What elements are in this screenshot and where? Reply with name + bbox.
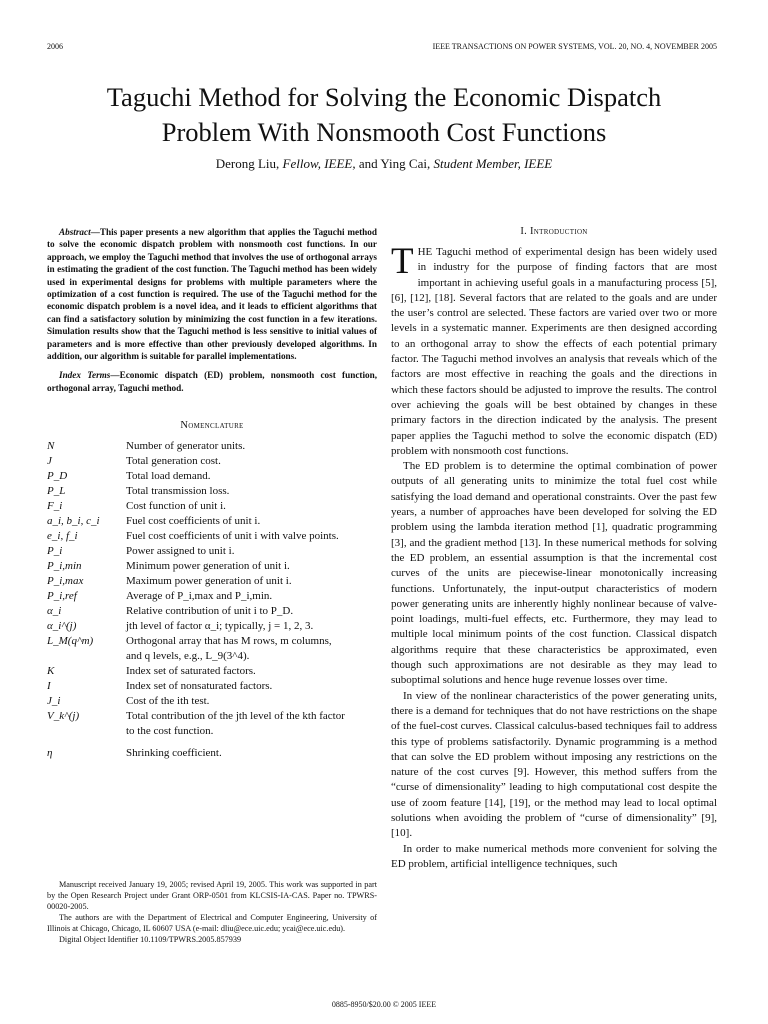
paragraph: In order to make numerical methods more convenient for solving the ED problem, artificial intelligence techniques, such xyxy=(391,842,717,870)
nom-description: Fuel cost coefficients of unit i with valve points. xyxy=(126,530,339,543)
list-item xyxy=(47,484,377,499)
nom-symbol: P_i,min xyxy=(47,560,82,573)
nom-symbol: J_i xyxy=(47,695,61,708)
nom-symbol xyxy=(47,649,126,664)
nom-description: Total contribution of the jth level of the kth factor xyxy=(126,710,345,723)
journal-header: IEEE TRANSACTIONS ON POWER SYSTEMS, VOL. 20, NO. 4, NOVEMBER 2005 xyxy=(432,42,717,51)
nom-symbol xyxy=(47,724,126,739)
drop-cap: T xyxy=(391,241,414,282)
nom-description: to the cost function. xyxy=(126,725,214,738)
list-item xyxy=(47,514,377,529)
footnote-doi: Digital Object Identifier 10.1109/TPWRS.2005.857939 xyxy=(59,935,242,944)
list-item xyxy=(47,559,377,574)
author-1: Derong Liu, xyxy=(215,156,280,171)
list-item xyxy=(47,439,377,454)
list-item xyxy=(47,619,377,634)
nom-symbol: P_i xyxy=(47,545,63,558)
nom-description: and q levels, e.g., L_9(3^4). xyxy=(126,650,250,663)
nom-description: Fuel cost coefficients of unit i. xyxy=(126,515,261,528)
nomenclature-list xyxy=(47,439,377,761)
nomenclature-heading: Nomenclature xyxy=(180,420,244,432)
title-line-2: Problem With Nonsmooth Cost Functions xyxy=(161,117,607,147)
list-item xyxy=(47,634,377,649)
section-number: I. xyxy=(520,226,528,237)
list-item xyxy=(47,589,377,604)
nom-description: Maximum power generation of unit i. xyxy=(126,575,292,588)
nom-description: Relative contribution of unit i to P_D. xyxy=(126,605,294,618)
right-column xyxy=(391,220,717,872)
nom-description: Total load demand. xyxy=(126,470,211,483)
authors-line xyxy=(40,156,728,172)
nom-description: Orthogonal array that has M rows, m columns, xyxy=(126,635,332,648)
list-item xyxy=(47,649,377,664)
paragraph-text: HE Taguchi method of experimental design has been widely used in industry for the purpose of finding factors that are most important in achieving useful goals in a manufacturing process [5], [6], [12], [18]. Several factors that are related to the goals and are under the user’s control are selected. These factors are varied over two or more levels in a systematic manner. Experiments are then designed according to an orthogonal array to show the effects of each potential primary factor. The Taguchi method involves an analysis that reveals which of the factors are most effective in reaching the goals and the directions in which these factors should be adjusted to improve the results. The control over achieving the goals will be best obtained by changes in these primary factors in the direction indicated by the analysis. The present paper applies the Taguchi method to solve the economic dispatch (ED) problem with nonsmooth cost functions. xyxy=(391,246,717,457)
index-terms xyxy=(47,369,377,394)
abstract-text: —This paper presents a new algorithm that applies the Taguchi method to solve the economic dispatch problem with nonsmooth cost functions. In our approach, we employ the Taguchi method that involves the use of orthogonal arrays in estimating the gradient of the cost function. The Taguchi method has been widely used in experimental designs for problems with multiple parameters where the optimization of a cost function is required. The use of the Taguchi method for the economic dispatch problem is a novel idea, and it leads to efficient algorithms that can find a satisfactory solution by minimizing the cost function in a few iterations. Simulation results show that the Taguchi method is less sensitive to initial values of parameters and is more effective than other previously developed algorithms. In addition, our algorithm is suitable for parallel implementations. xyxy=(47,227,377,362)
abstract-lead: Abstract xyxy=(59,227,91,237)
list-item xyxy=(47,574,377,589)
list-item xyxy=(47,454,377,469)
list-item xyxy=(47,664,377,679)
paragraph xyxy=(391,241,717,459)
nom-symbol: J xyxy=(47,455,52,468)
nom-description: Cost function of unit i. xyxy=(126,500,226,513)
introduction-heading xyxy=(391,226,717,237)
nom-description: Minimum power generation of unit i. xyxy=(126,560,290,573)
nom-symbol: K xyxy=(47,665,55,678)
list-item xyxy=(47,499,377,514)
nom-description: jth level of factor α_i; typically, j = 1, 2, 3. xyxy=(126,620,314,633)
nom-symbol: P_D xyxy=(47,470,68,483)
nom-symbol: P_i,max xyxy=(47,575,84,588)
index-terms-lead: Index Terms xyxy=(59,370,111,381)
footnotes xyxy=(47,879,377,945)
footnote-manuscript: Manuscript received January 19, 2005; revised April 19, 2005. This work was supported in part by the Open Research Project under Grant ORP-0501 from KLCSIS-IA-CAS. Paper no. TPWRS-00020-2005. xyxy=(47,880,377,911)
list-item xyxy=(47,469,377,484)
nom-description: Index set of saturated factors. xyxy=(126,665,256,678)
nom-symbol: P_L xyxy=(47,485,66,498)
nom-description: Power assigned to unit i. xyxy=(126,545,235,558)
list-item xyxy=(47,724,377,739)
author-2-role: Student Member, IEEE xyxy=(433,156,553,171)
list-item xyxy=(47,679,377,694)
nom-symbol: V_k^(j) xyxy=(47,710,80,723)
author-2: and Ying Cai, xyxy=(358,156,431,171)
list-item xyxy=(47,529,377,544)
nom-description: Number of generator units. xyxy=(126,440,246,453)
list-item xyxy=(47,709,377,724)
nom-symbol: F_i xyxy=(47,500,63,513)
nom-description: Shrinking coefficient. xyxy=(126,747,222,760)
paragraph: The ED problem is to determine the optimal combination of power outputs of all generating units to minimize the total fuel cost while satisfying the load demand and operational constraints. Over the past few years, a number of approaches have been developed for solving the ED problem using the lambda iteration method [1], quadratic programming [3], and the gradient method [13]. In these numerical methods for solving the ED problem, an essential assumption is that the incremental cost curves of the units are piecewise-linear monotonically increasing functions. Unfortunately, the input-output characteristics of modern power generating units are inherently highly nonlinear because of valve-point loadings, multi-fuel effects, etc. Furthermore, they may lead to multiple local minimum points of the cost function. Classical dispatch algorithms require that these characteristics be approximated, even though such approximations are not desirable as they may lead to suboptimal solutions and hence huge revenue losses over time. xyxy=(391,460,717,687)
index-terms-text: —Economic dispatch (ED) problem, nonsmooth cost function, orthogonal array, Taguchi method. xyxy=(47,370,378,393)
section-title: Introduction xyxy=(530,226,588,237)
nom-description: Average of P_i,max and P_i,min. xyxy=(126,590,273,603)
nom-symbol: a_i, b_i, c_i xyxy=(47,515,100,528)
nom-symbol: α_i^(j) xyxy=(47,620,77,633)
nom-symbol: e_i, f_i xyxy=(47,530,78,543)
list-item xyxy=(47,746,377,761)
page-number: 2006 xyxy=(47,42,63,51)
left-column xyxy=(47,220,377,761)
nom-symbol: α_i xyxy=(47,605,62,618)
abstract xyxy=(47,226,377,362)
list-item xyxy=(47,604,377,619)
nom-description: Total transmission loss. xyxy=(126,485,230,498)
paragraph: In view of the nonlinear characteristics of the power generating units, there is a demand for techniques that do not have restrictions on the shape of the fuel-cost curves. Classical calculus-based techniques fail to address this type of problems satisfactorily. Dynamic programming is a method that can solve the ED problem without imposing any restrictions on the nature of the cost curves [9]. However, this method suffers from the “curse of dimensionality” leading to high computational cost despite the use of zoom feature [14], [19], or the method may lead to local optimal solutions when avoiding the problem of “curse of dimensionality” [9], [10]. xyxy=(391,689,717,840)
nom-symbol: I xyxy=(47,680,51,693)
paper-title xyxy=(40,80,728,150)
title-line-1: Taguchi Method for Solving the Economic Dispatch xyxy=(106,82,662,112)
footnote-affiliation: The authors are with the Department of Electrical and Computer Engineering, University of Illinois at Chicago, Chicago, IL 60607 USA (e-mail: dliu@ece.uic.edu; ycai@ece.uic.edu). xyxy=(47,913,377,933)
list-item xyxy=(47,694,377,709)
introduction-body xyxy=(391,241,717,872)
list-item xyxy=(47,544,377,559)
nom-description: Index set of nonsaturated factors. xyxy=(126,680,273,693)
nom-symbol: L_M(q^m) xyxy=(47,635,94,648)
nom-symbol: η xyxy=(47,747,53,760)
nom-description: Total generation cost. xyxy=(126,455,221,468)
nom-symbol: P_i,ref xyxy=(47,590,77,603)
nom-description: Cost of the ith test. xyxy=(126,695,210,708)
nom-symbol: N xyxy=(47,440,55,453)
author-1-role: Fellow, IEEE, xyxy=(282,156,356,171)
copyright-footer: 0885-8950/$20.00 © 2005 IEEE xyxy=(331,1000,437,1009)
